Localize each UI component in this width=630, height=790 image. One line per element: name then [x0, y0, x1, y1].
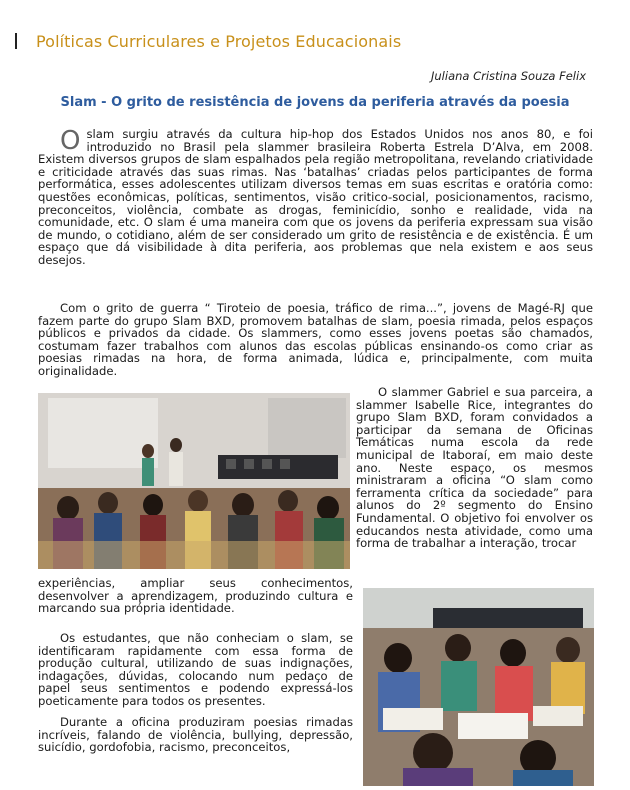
- paragraph-poems: Durante a oficina produziram poesias rimadas incríveis, falando de violência, bullying, depressão, suicídio, gordofobia, racismo, preconceitos,: [38, 715, 353, 755]
- paragraph-workshop: O slammer Gabriel e sua parceira, a slammer Isabelle Rice, integrantes do grupo Slam BXD, foram convidados a participar da semana de Oficinas Temáticas numa escola da rede municipal de Itaboraí, em maio deste ano. Neste espaço, os mesmos ministraram a oficina “O slam como ferramenta crítica da sociedade” para alunos do 2º segmento do Ensino Fundamental. O objetivo foi envolver os educandos nesta atividade, como uma forma de trabalhar a interação, trocar: [356, 385, 593, 551]
- paragraph-intro-text: slam surgiu através da cultura hip-hop dos Estados Unidos nos anos 80, e foi introduzido no Brasil pela slammer brasileira Roberta Estrela D’Alva, em 2008. Existem diversos grupos de slam espalhados pela região metropolitana, revelando criatividade e criticidade através das suas rimas. Nas ‘batalhas’ criadas pelos participantes de forma performática, esses adolescentes utilizam diversos temas em suas escritas e oratória como: questões econômicas, políticas, sentimentos, visão critico-social, posicionamentos, racismo, preconceitos, violência, combate as drogas, feminicídio, sonho e realidade, vida na comunidade, etc. O slam é uma maneira com que os jovens da periferia expressam sua visão de mundo, o cotidiano, além de ser considerado um grito de resistência e de existência. É um espaço que dá visibilidade à dita periferia, aos problemas que nela existem e aos seus desejos.: [38, 127, 593, 267]
- workshop-photo-students-writing: [363, 588, 594, 786]
- paragraph-intro: [38, 128, 593, 267]
- article-title: Slam - O grito de resistência de jovens da periferia através da poesia: [60, 95, 570, 110]
- header-rule: [15, 33, 17, 49]
- paragraph-students: Os estudantes, que não conheciam o slam, se identificaram rapidamente com essa forma de produção cultural, utilizando de suas indignações, indagações, dúvidas, colocando num pedaço de papel seus sentimentos e podendo expressá-los poeticamente para todos os presentes.: [38, 631, 353, 708]
- article-author: Juliana Cristina Souza Felix: [431, 69, 586, 83]
- paragraph-war-cry: Com o grito de guerra “ Tiroteio de poesia, tráfico de rima...”, jovens de Magé-RJ que fazem parte do grupo Slam BXD, promovem batalhas de slam, poesia rimada, pelos espaços públicos e privados da cidade. Os slammers, como esses jovens poetas são chamados, costumam fazer trabalhos com alunos das escolas públicas ensinando-os como criar as poesias rimadas na hora, de forma animada, lúdica e, principalmente, com muita originalidade.: [38, 301, 593, 378]
- paragraph-workshop-continued: experiências, ampliar seus conhecimentos, desenvolver a aprendizagem, produzindo cultura e marcando sua própria identidade.: [38, 576, 353, 616]
- section-header: Políticas Curriculares e Projetos Educacionais: [36, 32, 402, 51]
- drop-cap: O: [60, 126, 81, 156]
- workshop-photo-classroom: [38, 393, 350, 569]
